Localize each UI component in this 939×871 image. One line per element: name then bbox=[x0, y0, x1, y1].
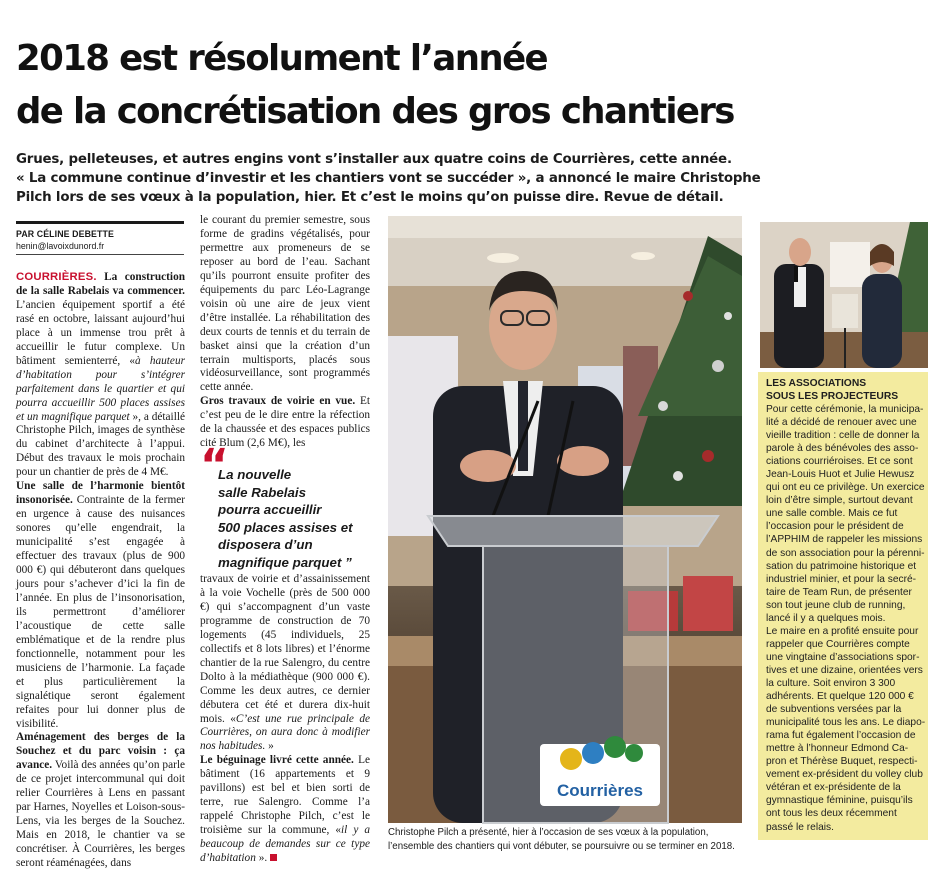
paragraph-salle-rabelais: COURRIÈRES. La construction de la salle Rabelais va commencer. L’ancien équipement sportif a été rasé en octobre, laissant aujourd’hui place à un immense trou prêt à accueillir le futur complexe. Un bâtiment semienterré, «à hauteur d’habitation pour s’intégrer parfaitement dans le quartier et qui pourra accueillir 500 places assises et un magnifique parquet », a détaillé Christophe Pilch, images de synthèse du cabinet d’architecte à l’appui. Début des travaux le mois prochain pour un chantier de près de 4 M€. bbox=[16, 271, 185, 479]
article-column-2-bottom bbox=[200, 573, 370, 866]
paragraph-logements: travaux de voirie et d’assainissement à la voie Vochelle (près de 500 000 €) qui s’accompagnent d’un vaste programme de construction de 70 logements (45 individuels, 25 collectifs et 8 lots libres) et l’énorme chantier de la rue Salengro, du centre Dolto à la médiathèque (900 000 €). Comme les deux autres, ce dernier débutera cet été et durera dix-huit mois. «C’est une rue principale de Courrières, on aura donc à modifier nos habitudes. » bbox=[200, 573, 370, 753]
standfirst-line-2: « La commune continue d’investir et les chantiers vont se succéder », a annoncé le maire Christophe bbox=[16, 171, 761, 186]
article-column-2-top bbox=[200, 214, 370, 451]
subhead-salle-rabelais: La construction de la salle Rabelais va commencer. bbox=[16, 271, 185, 297]
standfirst-line-3: Pilch lors de ses vœux à la population, hier. Et c’est le moins qu’on puisse dire. Revue de détail. bbox=[16, 190, 724, 205]
sidebar-paragraph-1: Pour cette cérémonie, la municipa- lité a décidé de renouer avec une vieille tradition : celle de donner la parole à des bénévoles des asso- ciations courriéroises. Et ce sont Jean-Louis Huot et Julie Hewusz qui ont eu ce privilège. Un exercice loin d’être simple, surtout devant une salle comble. Mais ce fut l’occasion pour le président de l’APPHIM de rappeler les missions de son association pour la pérenni- sation du patrimoine historique et industriel minier, et pour la secré- taire de Team Run, de présenter son tout jeune club de running, lancé il y a quelques mois. bbox=[766, 404, 925, 624]
byline-author: PAR CÉLINE DEBETTE bbox=[16, 229, 114, 239]
subhead-harmonie: Une salle de l’harmonie bientôt insonorisée. bbox=[16, 480, 185, 507]
paragraph-voirie: Gros travaux de voirie en vue. Et c’est peu de le dire entre la réfection de la chaussée et des espaces publics cité Blum (2,6 M€), les bbox=[200, 395, 370, 450]
headline bbox=[16, 32, 926, 138]
quote-inline: à hauteur d’habitation pour s’intégrer parfaitement dans le quartier et qui pourra accueillir 500 places assises et un magnifique parquet bbox=[16, 354, 185, 423]
sidebar-title-line-1: LES ASSOCIATIONS bbox=[766, 378, 867, 389]
article-column-1 bbox=[16, 271, 185, 871]
sidebar-paragraph-2: Le maire en a profité ensuite pour rappeler que Courrières compte une vingtaine d’associations spor- tives et une dizaine, orientées vers la culture. Soit environ 3 300 adhérents. Et quelque 120 000 € de subventions versées par la municipalité tous les ans. Le diapo- rama fut également l’occasion de mettre à l’honneur Edmond Ca- pron et Thérèse Buquet, respecti- vement ex-président du volley club vétéran et ex-présidente de la gymnastique féminine, puisqu’ils ont tous les deux récemment passé le relais. bbox=[766, 625, 926, 833]
headline-line-2: de la concrétisation des gros chantiers bbox=[16, 91, 734, 132]
paragraph-harmonie: Une salle de l’harmonie bientôt insonorisée. Contrainte de la fermer en urgence à cause des nuisances sonores qu’elle engendrait, la municipalité s’est engagée à effectuer des travaux (plus de 900 000 €) qui débuteront dans quelques jours pour s’achever d’ici la fin de l’année. En plus de l’insonorisation, ils permettront d’améliorer l’acoustique de cette salle emblématique et de la rendre plus fonctionnelle, notamment pour les musiciens de l’harmonie. La façade et plus particulièrement la signalétique seront également refaites pour lui donner plus de visibilité. bbox=[16, 480, 186, 730]
headline-line-1: 2018 est résolument l’année bbox=[16, 38, 548, 79]
sidebar-text bbox=[766, 377, 926, 834]
quote-mark-icon: “ bbox=[200, 440, 229, 491]
paragraph-berges-cont: le courant du premier semestre, sous forme de gradins végétalisés, pour permettre aux promeneurs de se reposer au bord de l’eau. Sachant qu’ils pourront ensuite profiter des équipements du parc Léo-Lagrange voisin où une aire de jeux vient d’être installée. La réhabilitation des deux courts de tennis et du terrain de basket ainsi que la création d’un terrain multisports, placés sous vidéosurveillance, sont programmés cette année. bbox=[200, 214, 370, 394]
byline-email[interactable]: henin@lavoixdunord.fr bbox=[16, 241, 105, 251]
subhead-berges: Aménagement des berges de la Souchez et du parc voisin : ça avance. bbox=[16, 731, 185, 772]
standfirst-line-1: Grues, pelleteuses, et autres engins vont s’installer aux quatre coins de Courrières, cette année. bbox=[16, 152, 732, 167]
sidebar-photo-illustration bbox=[760, 222, 928, 368]
courrieres-sign-text: Courrières bbox=[557, 781, 643, 800]
main-photo bbox=[388, 216, 742, 823]
paragraph-beguinage: Le béguinage livré cette année. Le bâtiment (16 appartements et 9 pavillons) est bel et bien sorti de terre, rue Salengro. Comme l’a rappelé Christophe Pilch, c’est le troisième sur la commune, «il y a beaucoup de demandes sur ce type d’habitation ». bbox=[200, 754, 370, 865]
byline-divider bbox=[16, 254, 184, 255]
end-of-article-mark bbox=[270, 854, 277, 861]
location-kicker: COURRIÈRES. bbox=[16, 271, 97, 283]
sidebar-photo bbox=[760, 222, 928, 368]
subhead-voirie: Gros travaux de voirie en vue. bbox=[200, 395, 356, 408]
pull-quote-text: La nouvelle salle Rabelais pourra accueillir 500 places assises et disposera d’un magnifique parquet ” bbox=[218, 467, 353, 570]
standfirst bbox=[16, 150, 926, 207]
main-photo-illustration bbox=[388, 216, 742, 823]
sidebar-title-line-2: SOUS LES PROJECTEURS bbox=[766, 391, 899, 402]
paragraph-berges: Aménagement des berges de la Souchez et du parc voisin : ça avance. Voilà des années qu’on parle de ce projet intercommunal qui doit relier Courrières à Lens en passant par Harnes, Noyelles et Loison-sous-Lens, via les berges de la Souchez. Mais en 2018, le chantier va se concrétiser. À Courrières, les berges seront réaménagées, dans bbox=[16, 731, 185, 870]
subhead-beguinage: Le béguinage livré cette année. bbox=[200, 754, 354, 767]
byline bbox=[16, 221, 184, 252]
photo-caption: Christophe Pilch a présenté, hier à l’occasion de ses vœux à la population, l’ensemble des chantiers qui vont débuter, se poursuivre ou se terminer en 2018. bbox=[388, 827, 735, 852]
